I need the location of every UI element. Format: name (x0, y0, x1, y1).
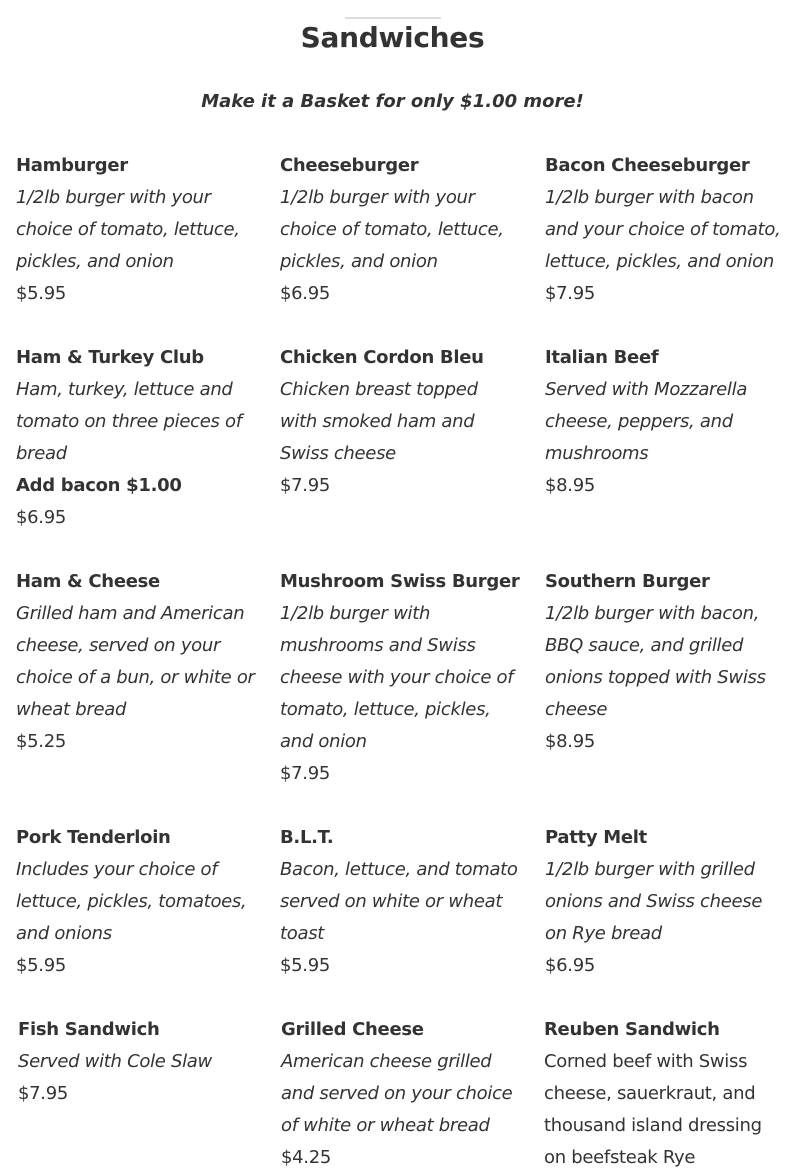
item-description: 1/2lb burger with your choice of tomato, lettuce, pickles, and onion (280, 187, 504, 272)
menu-item-hamburger (16, 150, 256, 310)
basket-offer: Make it a Basket for only $1.00 more! (201, 91, 584, 112)
menu-item-southern-burger (545, 566, 785, 758)
item-price: $5.95 (16, 283, 67, 304)
item-price: $6.95 (280, 283, 331, 304)
item-description: American cheese grilled and served on your choice of white or wheat bread (281, 1051, 513, 1136)
menu-item-reuben-sandwich (544, 1014, 784, 1174)
menu-item-mushroom-swiss-burger (280, 566, 520, 790)
menu-item-grilled-cheese (281, 1014, 521, 1174)
item-name: Southern Burger (545, 571, 710, 592)
item-name: Pork Tenderloin (16, 827, 171, 848)
menu-item-ham-cheese (16, 566, 256, 758)
item-name: Mushroom Swiss Burger (280, 571, 520, 592)
item-name: Cheeseburger (280, 155, 419, 176)
item-name: Bacon Cheeseburger (545, 155, 750, 176)
item-price: $7.95 (18, 1083, 69, 1104)
menu-item-blt (280, 822, 520, 982)
item-price: $6.95 (545, 955, 596, 976)
item-description: Bacon, lettuce, and tomato served on white or wheat toast (280, 859, 518, 944)
item-name: Grilled Cheese (281, 1019, 424, 1040)
item-description: Corned beef with Swiss cheese, sauerkraut, and thousand island dressing on beefsteak Rye (544, 1051, 762, 1168)
item-description: Chicken breast topped with smoked ham and Swiss cheese (280, 379, 478, 464)
item-description: 1/2lb burger with bacon and your choice of tomato, lettuce, pickles, and onion (545, 187, 781, 272)
item-price: $5.95 (280, 955, 331, 976)
item-name: Patty Melt (545, 827, 647, 848)
page-title: Sandwiches (300, 21, 485, 54)
item-description: 1/2lb burger with bacon, BBQ sauce, and grilled onions topped with Swiss cheese (545, 603, 766, 720)
item-price: $5.95 (16, 955, 67, 976)
menu-item-chicken-cordon-bleu (280, 342, 520, 502)
item-description: Served with Mozzarella cheese, peppers, and mushrooms (545, 379, 748, 464)
item-price: $6.95 (16, 507, 67, 528)
item-name: Reuben Sandwich (544, 1019, 720, 1040)
item-addon: Add bacon $1.00 (16, 475, 182, 496)
menu-item-fish-sandwich (18, 1014, 258, 1110)
item-name: Chicken Cordon Bleu (280, 347, 484, 368)
item-name: Ham & Cheese (16, 571, 160, 592)
item-price: $7.95 (280, 763, 331, 784)
menu-item-cheeseburger (280, 150, 520, 310)
item-name: Ham & Turkey Club (16, 347, 204, 368)
item-price: $7.95 (280, 475, 331, 496)
item-price: $8.95 (545, 475, 596, 496)
menu-item-bacon-cheeseburger (545, 150, 785, 310)
menu-item-ham-turkey-club (16, 342, 256, 534)
menu-item-italian-beef (545, 342, 785, 502)
menu-item-patty-melt (545, 822, 785, 982)
item-description: Ham, turkey, lettuce and tomato on three pieces of bread (16, 379, 242, 464)
item-description: Includes your choice of lettuce, pickles, tomatoes, and onions (16, 859, 247, 944)
item-name: Fish Sandwich (18, 1019, 160, 1040)
item-price: $4.25 (281, 1147, 332, 1168)
item-name: Italian Beef (545, 347, 659, 368)
menu-item-pork-tenderloin (16, 822, 256, 982)
item-description: 1/2lb burger with grilled onions and Swiss cheese on Rye bread (545, 859, 763, 944)
item-price: $8.95 (545, 731, 596, 752)
item-price: $5.25 (16, 731, 67, 752)
item-price: $7.95 (545, 283, 596, 304)
item-description: 1/2lb burger with your choice of tomato, lettuce, pickles, and onion (16, 187, 240, 272)
item-description: 1/2lb burger with mushrooms and Swiss cheese with your choice of tomato, lettuce, pickles, and onion (280, 603, 514, 752)
item-name: B.L.T. (280, 827, 334, 848)
item-description: Served with Cole Slaw (18, 1051, 212, 1072)
item-description: Grilled ham and American cheese, served on your choice of a bun, or white or wheat bread (16, 603, 255, 720)
item-name: Hamburger (16, 155, 128, 176)
